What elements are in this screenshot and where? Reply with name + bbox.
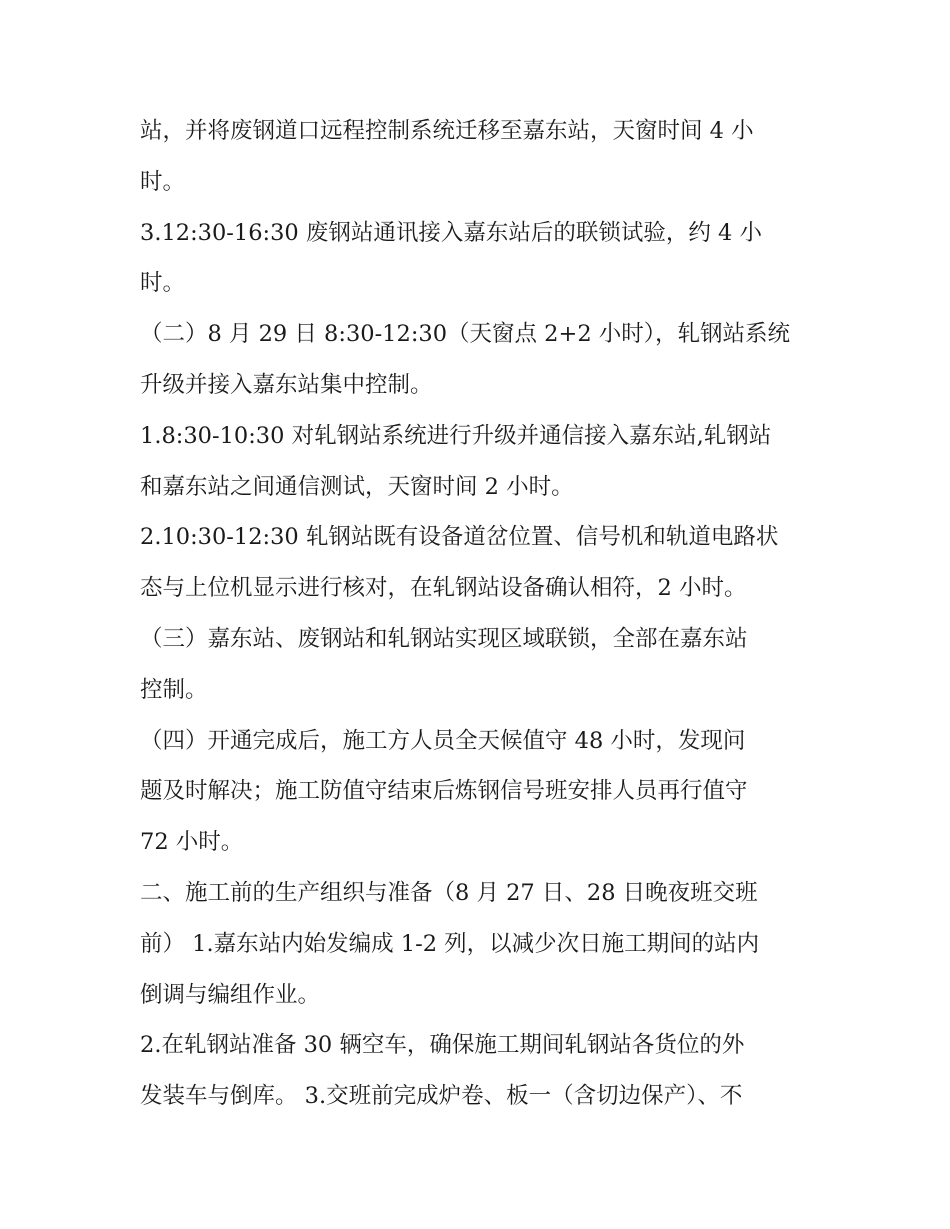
- text-line: 发装车与倒库。 3.交班前完成炉卷、板一（含切边保产）、不: [140, 1083, 743, 1110]
- text-line: 题及时解决；施工防值守结束后炼钢信号班安排人员再行值守: [140, 778, 748, 805]
- text-line: 控制。: [140, 676, 208, 703]
- text-line: 时。: [140, 270, 186, 297]
- text-line: 升级并接入嘉东站集中控制。: [140, 371, 433, 398]
- text-line: 前） 1.嘉东站内始发编成 1-2 列，以减少次日施工期间的站内: [140, 930, 760, 957]
- text-line: 时。: [140, 168, 186, 195]
- text-line: 1.8:30-10:30 对轧钢站系统进行升级并通信接入嘉东站,轧钢站: [140, 422, 772, 449]
- text-line: 站，并将废钢道口远程控制系统迁移至嘉东站，天窗时间 4 小: [140, 118, 754, 144]
- text-line: 2.在轧钢站准备 30 辆空车，确保施工期间轧钢站各货位的外: [140, 1032, 745, 1059]
- text-line: （三）嘉东站、废钢站和轧钢站实现区域联锁，全部在嘉东站: [140, 625, 748, 652]
- document-body: [140, 106, 820, 1122]
- text-line: 3.12:30-16:30 废钢站通讯接入嘉东站后的联锁试验，约 4 小: [140, 219, 763, 246]
- text-line: 2.10:30-12:30 轧钢站既有设备道岔位置、信号机和轨道电路状: [140, 524, 779, 551]
- text-line: 倒调与编组作业。: [140, 981, 321, 1008]
- text-line: （二）8 月 29 日 8:30-12:30（天窗点 2+2 小时），轧钢站系统: [140, 321, 791, 348]
- text-line: （四）开通完成后，施工方人员全天候值守 48 小时，发现问: [140, 727, 746, 754]
- text-line: 二、施工前的生产组织与准备（8 月 27 日、28 日晚夜班交班: [140, 879, 758, 906]
- text-line: 72 小时。: [140, 829, 244, 856]
- text-line: 态与上位机显示进行核对，在轧钢站设备确认相符，2 小时。: [140, 575, 747, 602]
- text-line: 和嘉东站之间通信测试，天窗时间 2 小时。: [140, 473, 574, 500]
